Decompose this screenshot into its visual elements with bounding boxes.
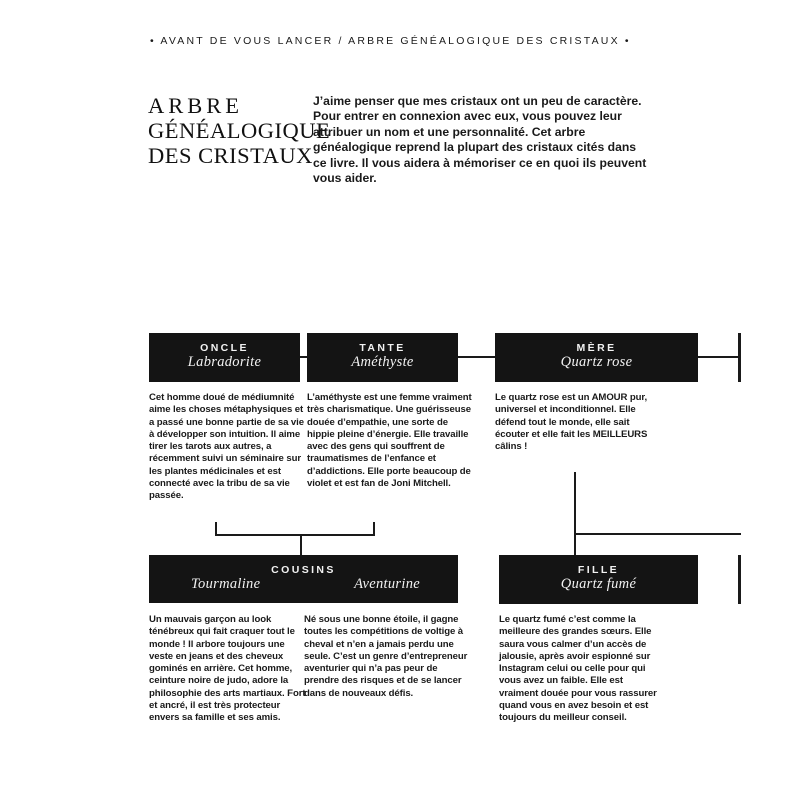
description-fille: Le quartz fumé c’est comme la meilleure des grandes sœurs. Elle saura vous calmer d’un accès de jalousie, après avoir espionné sur Instagram celui ou celle pour qui vous avez un faible. Elle est vraiment douée pour vous rassurer quand vous en avez besoin et est toujours du meilleur conseil. (499, 614, 657, 724)
connector-tante-mere (458, 356, 495, 358)
stone-name-tourmaline: Tourmaline (191, 576, 261, 592)
box-fille (499, 555, 698, 604)
role-label: FILLE (577, 564, 620, 576)
role-label: TANTE (359, 342, 406, 354)
description-mere: Le quartz rose est un AMOUR pur, universel et inconditionnel. Elle défend tout le monde, elle sait écouter et elle fait les MEILLEURS câlins ! (495, 392, 648, 453)
tree-edge-bar-top (738, 333, 741, 382)
role-label: MÈRE (576, 342, 617, 354)
stone-name: Labradorite (187, 354, 262, 370)
box-oncle (149, 333, 300, 382)
mere-fille-stem (574, 472, 576, 555)
description-tourmaline: Un mauvais garçon au look ténébreux qui fait craquer tout le monde ! Il arbore toujours une veste en jeans et des cheveux gominés en arrière. Cet homme, ceinture noire de judo, adore la philosophie des arts martiaux. Fort et ancré, il est très protecteur envers sa famille et ses amis. (149, 614, 306, 724)
role-label: COUSINS (271, 564, 336, 576)
box-tante (307, 333, 458, 382)
tree-edge-bar-bottom (738, 555, 741, 604)
fille-branch-horizontal (574, 533, 741, 535)
stone-name: Quartz fumé (560, 576, 637, 592)
title-line-1: ARBRE (148, 93, 244, 118)
intro-paragraph: J’aime penser que mes cristaux ont un peu de caractère. Pour entrer en connexion avec eux, vous pouvez leur attribuer un nom et une personnalité. Cet arbre généalogique reprend la plupart des cristaux cités dans ce livre. Il vous aidera à mémoriser ce en quoi ils peuvent vous aider. (313, 94, 647, 186)
box-mere (495, 333, 698, 382)
role-label: ONCLE (200, 342, 249, 354)
description-aventurine: Né sous une bonne étoile, il gagne toutes les compétitions de voltige à cheval et n’en a jamais perdu une seule. C’est un genre d’entrepreneur aventurier qui n’a pas peur de prendre des risques et de se lancer dans de nouveaux défis. (304, 614, 468, 699)
title-line-3: DES CRISTAUX (148, 143, 313, 168)
bracket-horizontal (215, 534, 375, 536)
running-head: • AVANT DE VOUS LANCER / ARBRE GÉNÉALOGIQUE DES CRISTAUX • (150, 35, 631, 47)
title-line-2: GÉNÉALOGIQUE (148, 118, 331, 143)
page-title (148, 93, 331, 168)
connector-oncle-tante (300, 356, 307, 358)
stone-name: Améthyste (351, 354, 414, 370)
stone-name: Quartz rose (560, 354, 633, 370)
connector-mere-right (698, 356, 739, 358)
description-tante: L’améthyste est une femme vraiment très charismatique. Une guérisseuse douée d’empathie, une sorte de hippie pleine d’énergie. Elle travaille avec des gens qui souffrent de traumatismes de l’enfance et d’addictions. Elle porte beaucoup de violet et est fan de Joni Mitchell. (307, 392, 472, 490)
box-cousins (149, 555, 458, 603)
bracket-center-stem (300, 534, 302, 555)
stone-name-aventurine: Aventurine (354, 576, 420, 592)
description-oncle: Cet homme doué de médiumnité aime les choses métaphysiques et a passé une bonne partie de sa vie à développer son intuition. Il aime tirer les tarots aux autres, a récemment suivi un séminaire sur les plantes médicinales et est connecté avec la tribu de sa vie passée. (149, 392, 304, 502)
